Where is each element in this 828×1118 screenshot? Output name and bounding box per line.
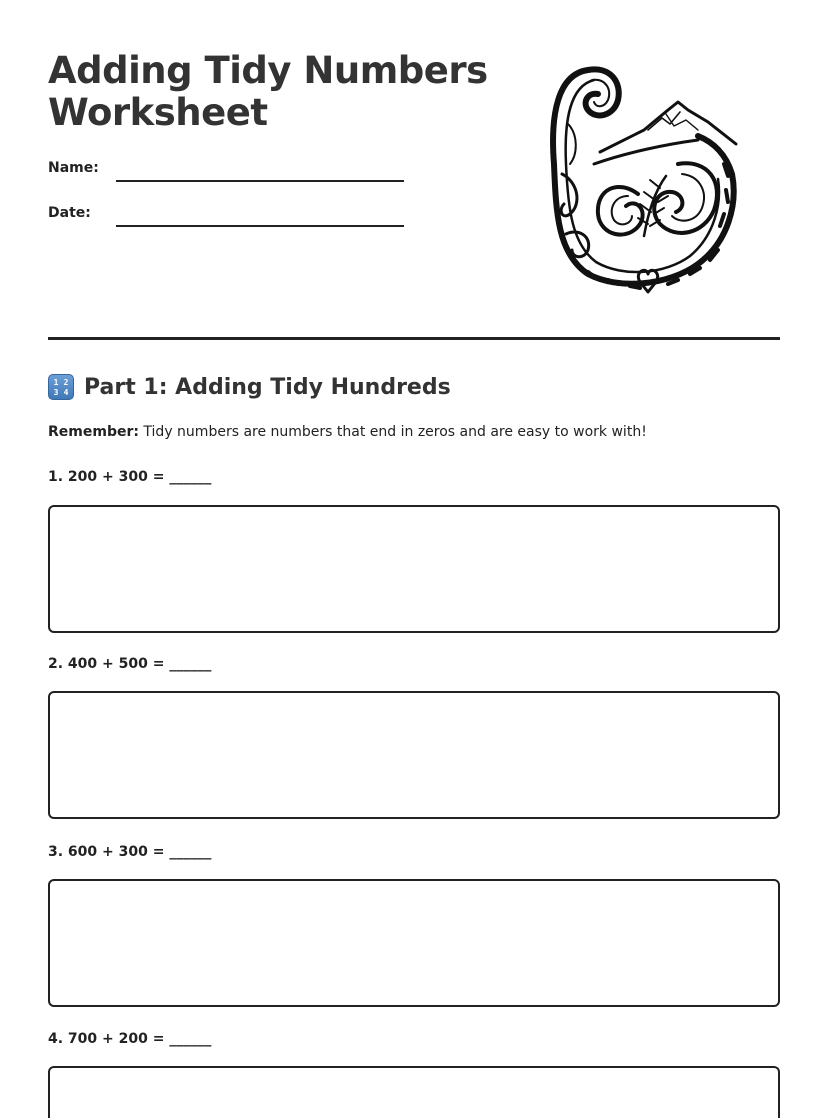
question-2: 2. 400 + 500 = ______	[48, 656, 212, 672]
date-label: Date:	[48, 205, 91, 221]
answer-box-3[interactable]	[48, 879, 780, 1007]
name-field[interactable]	[116, 180, 404, 182]
icon-digit: 1	[53, 378, 59, 387]
answer-box-2[interactable]	[48, 691, 780, 819]
remember-label: Remember:	[48, 424, 139, 440]
answer-box-1[interactable]	[48, 505, 780, 633]
date-field[interactable]	[116, 225, 404, 227]
question-3: 3. 600 + 300 = ______	[48, 844, 212, 860]
section-title-text: Part 1: Adding Tidy Hundreds	[84, 374, 451, 400]
remember-text: Tidy numbers are numbers that end in zeros and are easy to work with!	[143, 424, 647, 440]
page-title: Adding Tidy Numbers Worksheet	[48, 49, 488, 134]
question-4: 4. 700 + 200 = ______	[48, 1031, 212, 1047]
icon-digit: 3	[53, 388, 59, 397]
input-numbers-icon	[48, 374, 74, 400]
section-title	[48, 374, 451, 400]
maori-koru-carving-icon	[548, 64, 740, 294]
question-1: 1. 200 + 300 = ______	[48, 469, 212, 485]
answer-box-4[interactable]	[48, 1066, 780, 1118]
remember-note	[48, 424, 647, 440]
icon-digit: 2	[63, 378, 69, 387]
header-divider	[48, 337, 780, 340]
icon-digit: 4	[63, 388, 69, 397]
name-label: Name:	[48, 160, 99, 176]
